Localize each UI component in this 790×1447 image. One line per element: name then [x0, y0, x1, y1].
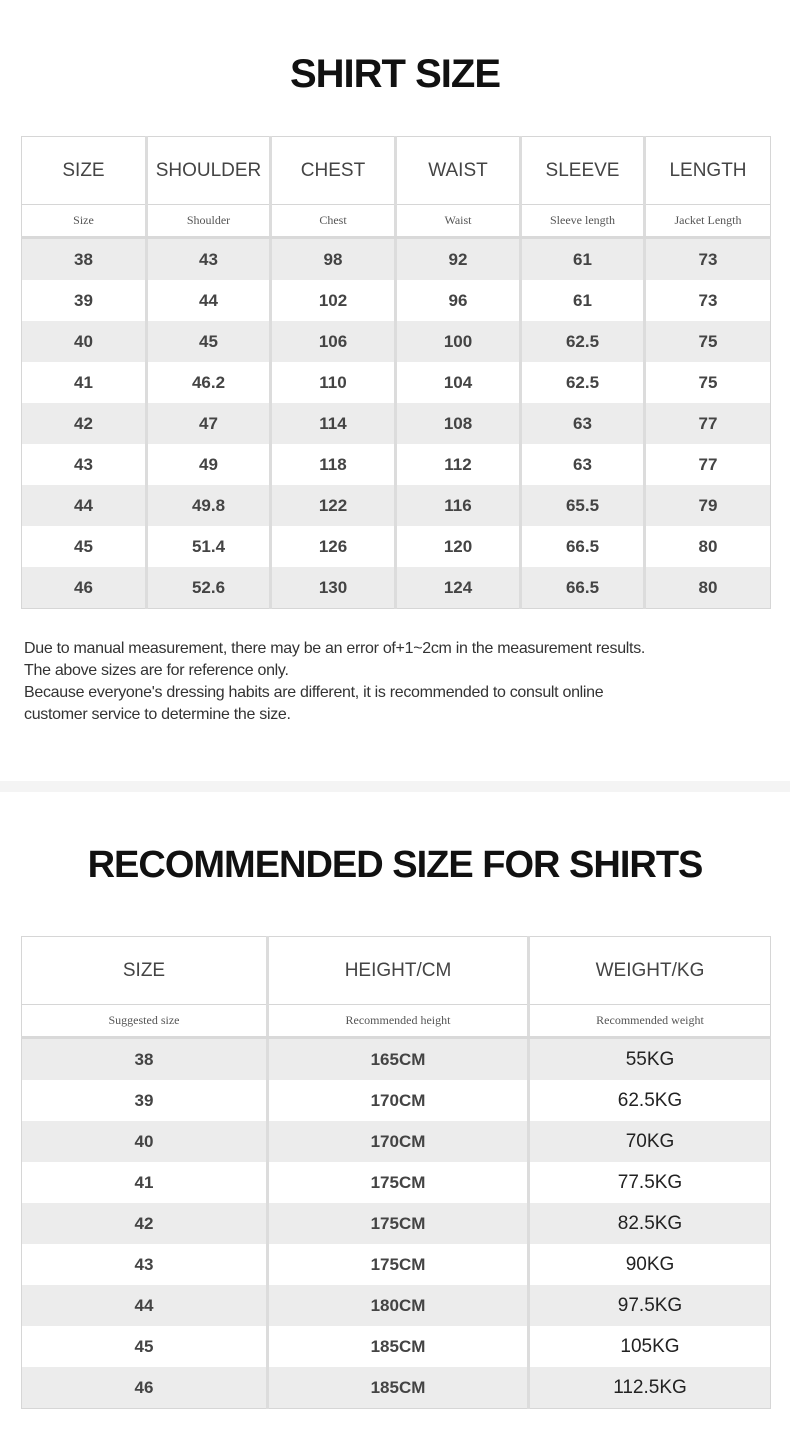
- table-cell: 90KG: [529, 1244, 771, 1285]
- table-cell: 180CM: [268, 1285, 529, 1326]
- table-cell: 41: [22, 1162, 268, 1203]
- table-cell: 106: [271, 321, 396, 362]
- table-cell: 120: [396, 526, 521, 567]
- table-cell: 175CM: [268, 1162, 529, 1203]
- table-row: [22, 1285, 771, 1326]
- table-cell: 39: [22, 280, 147, 321]
- table-cell: 108: [396, 403, 521, 444]
- note-line: Because everyone's dressing habits are different, it is recommended to consult online: [24, 684, 604, 701]
- column-subheader: Recommended height: [268, 1005, 529, 1038]
- table-cell: 97.5KG: [529, 1285, 771, 1326]
- table-row: [22, 1244, 771, 1285]
- table-row: [22, 526, 771, 567]
- column-subheader: Suggested size: [22, 1005, 268, 1038]
- column-header: CHEST: [271, 137, 396, 205]
- header-row: [22, 137, 771, 205]
- table-cell: 112.5KG: [529, 1367, 771, 1409]
- table-row: [22, 280, 771, 321]
- table-cell: 96: [396, 280, 521, 321]
- table-cell: 80: [645, 526, 771, 567]
- table-cell: 45: [147, 321, 271, 362]
- column-subheader: Size: [22, 205, 147, 238]
- table-cell: 105KG: [529, 1326, 771, 1367]
- table-cell: 61: [521, 238, 645, 281]
- table-cell: 38: [22, 1038, 268, 1081]
- table-cell: 98: [271, 238, 396, 281]
- table-cell: 52.6: [147, 567, 271, 609]
- table-cell: 100: [396, 321, 521, 362]
- column-subheader: Shoulder: [147, 205, 271, 238]
- table-row: [22, 444, 771, 485]
- table-cell: 66.5: [521, 526, 645, 567]
- table-cell: 43: [147, 238, 271, 281]
- table-cell: 43: [22, 444, 147, 485]
- table-cell: 70KG: [529, 1121, 771, 1162]
- table-row: [22, 1080, 771, 1121]
- section-divider: [0, 781, 790, 792]
- column-header: HEIGHT/CM: [268, 937, 529, 1005]
- table-cell: 41: [22, 362, 147, 403]
- column-header: SHOULDER: [147, 137, 271, 205]
- table-row: [22, 403, 771, 444]
- table-cell: 43: [22, 1244, 268, 1285]
- table-cell: 45: [22, 1326, 268, 1367]
- table-cell: 42: [22, 403, 147, 444]
- header-row: [22, 937, 771, 1005]
- table-cell: 45: [22, 526, 147, 567]
- table-cell: 77: [645, 444, 771, 485]
- column-header: SIZE: [22, 137, 147, 205]
- table-cell: 130: [271, 567, 396, 609]
- table-cell: 77.5KG: [529, 1162, 771, 1203]
- table-cell: 122: [271, 485, 396, 526]
- shirt-size-table: [21, 136, 771, 609]
- table-cell: 40: [22, 1121, 268, 1162]
- table-row: [22, 567, 771, 609]
- table-cell: 112: [396, 444, 521, 485]
- table-cell: 92: [396, 238, 521, 281]
- table-cell: 63: [521, 444, 645, 485]
- table-row: [22, 1121, 771, 1162]
- table-row: [22, 321, 771, 362]
- table-cell: 170CM: [268, 1121, 529, 1162]
- table-cell: 73: [645, 280, 771, 321]
- table-cell: 65.5: [521, 485, 645, 526]
- table-cell: 118: [271, 444, 396, 485]
- table-cell: 47: [147, 403, 271, 444]
- table-row: [22, 1326, 771, 1367]
- table-cell: 116: [396, 485, 521, 526]
- table-cell: 114: [271, 403, 396, 444]
- subheader-row: [22, 1005, 771, 1038]
- table-cell: 38: [22, 238, 147, 281]
- column-subheader: Recommended weight: [529, 1005, 771, 1038]
- subheader-row: [22, 205, 771, 238]
- column-header: WEIGHT/KG: [529, 937, 771, 1005]
- shirt-size-title: SHIRT SIZE: [289, 52, 501, 96]
- table-cell: 46: [22, 567, 147, 609]
- note-line: The above sizes are for reference only.: [24, 662, 289, 679]
- table-cell: 51.4: [147, 526, 271, 567]
- table-row: [22, 1367, 771, 1409]
- table-cell: 40: [22, 321, 147, 362]
- table-cell: 75: [645, 321, 771, 362]
- recommended-size-title: RECOMMENDED SIZE FOR SHIRTS: [87, 844, 703, 886]
- table-cell: 175CM: [268, 1203, 529, 1244]
- table-cell: 62.5: [521, 362, 645, 403]
- table-cell: 185CM: [268, 1367, 529, 1409]
- table-cell: 44: [147, 280, 271, 321]
- table-cell: 49: [147, 444, 271, 485]
- table-cell: 185CM: [268, 1326, 529, 1367]
- table-row: [22, 485, 771, 526]
- table-cell: 62.5: [521, 321, 645, 362]
- table-row: [22, 1162, 771, 1203]
- column-header: WAIST: [396, 137, 521, 205]
- table-cell: 63: [521, 403, 645, 444]
- column-subheader: Jacket Length: [645, 205, 771, 238]
- column-subheader: Sleeve length: [521, 205, 645, 238]
- table-row: [22, 1203, 771, 1244]
- table-cell: 44: [22, 485, 147, 526]
- table-cell: 46.2: [147, 362, 271, 403]
- table-cell: 75: [645, 362, 771, 403]
- table-cell: 46: [22, 1367, 268, 1409]
- table-cell: 66.5: [521, 567, 645, 609]
- table-cell: 175CM: [268, 1244, 529, 1285]
- table-row: [22, 1038, 771, 1081]
- column-header: SLEEVE: [521, 137, 645, 205]
- table-row: [22, 362, 771, 403]
- table-cell: 73: [645, 238, 771, 281]
- column-subheader: Waist: [396, 205, 521, 238]
- column-subheader: Chest: [271, 205, 396, 238]
- table-cell: 62.5KG: [529, 1080, 771, 1121]
- table-cell: 126: [271, 526, 396, 567]
- note-line: Due to manual measurement, there may be an error of+1~2cm in the measurement results.: [24, 640, 646, 657]
- table-cell: 104: [396, 362, 521, 403]
- table-cell: 39: [22, 1080, 268, 1121]
- table-cell: 80: [645, 567, 771, 609]
- column-header: SIZE: [22, 937, 268, 1005]
- note-line: customer service to determine the size.: [24, 706, 291, 723]
- table-cell: 42: [22, 1203, 268, 1244]
- table-cell: 165CM: [268, 1038, 529, 1081]
- table-cell: 44: [22, 1285, 268, 1326]
- table-cell: 79: [645, 485, 771, 526]
- table-cell: 170CM: [268, 1080, 529, 1121]
- table-cell: 55KG: [529, 1038, 771, 1081]
- table-cell: 124: [396, 567, 521, 609]
- table-cell: 110: [271, 362, 396, 403]
- recommended-size-table: [21, 936, 771, 1409]
- table-cell: 49.8: [147, 485, 271, 526]
- table-row: [22, 238, 771, 281]
- column-header: LENGTH: [645, 137, 771, 205]
- table-cell: 82.5KG: [529, 1203, 771, 1244]
- table-cell: 77: [645, 403, 771, 444]
- measurement-note: [24, 638, 764, 726]
- table-cell: 61: [521, 280, 645, 321]
- table-cell: 102: [271, 280, 396, 321]
